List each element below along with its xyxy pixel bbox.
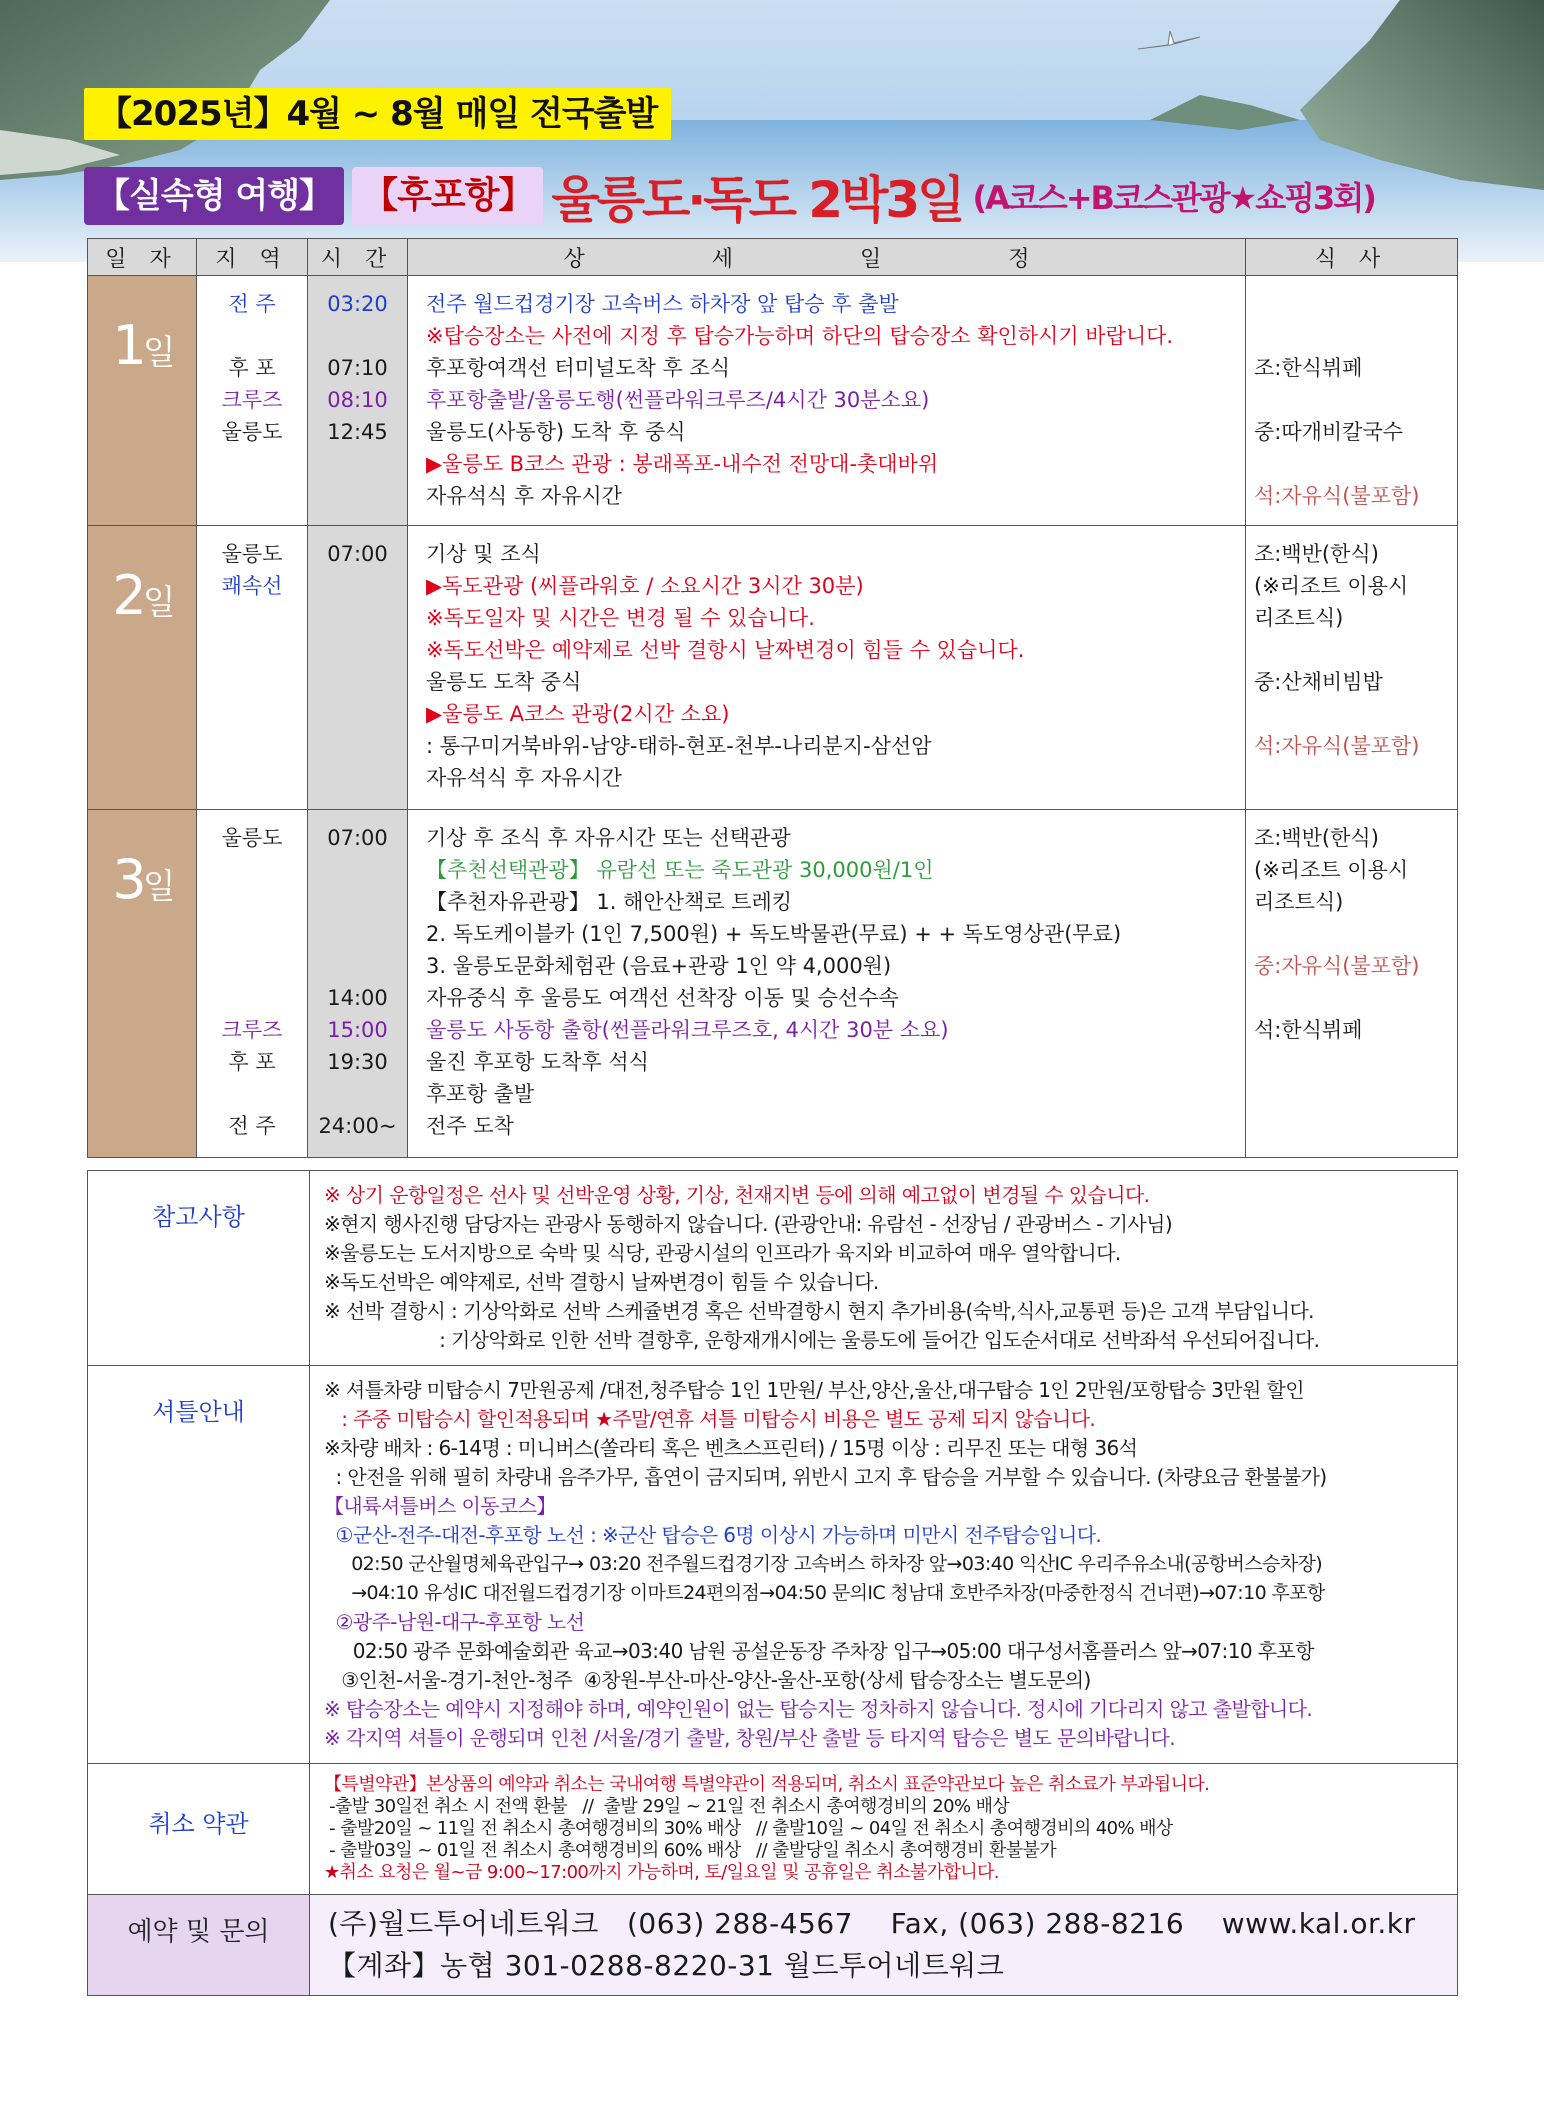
time-cell	[308, 810, 408, 1158]
meal-line: 중:자유식(불포함)	[1254, 954, 1420, 978]
meal-line: (※리조트 이용시	[1254, 858, 1409, 882]
meal-line: 중:따개비칼국수	[1254, 420, 1404, 444]
col-header-meal: 식 사	[1246, 239, 1458, 276]
detail-line: 울릉도(사동항) 도착 후 중식	[426, 420, 686, 444]
shuttle-line: ※ 탑승장소는 예약시 지정해야 하며, 예약인원이 없는 탑승지는 정차하지 않습니다. 정시에 기다리지 않고 출발합니다.	[324, 1697, 1313, 1721]
detail-line: 전주 도착	[426, 1114, 514, 1138]
itinerary-header-row	[88, 239, 1458, 276]
day-number: 2일	[112, 564, 172, 627]
col-header-day: 일 자	[88, 239, 197, 276]
detail-line: 자유석식 후 자유시간	[426, 484, 622, 508]
header-banner	[0, 0, 1544, 262]
time-line: 08:10	[327, 388, 388, 412]
reference-line: : 기상악화로 인한 선박 결항후, 운항재개시에는 울릉도에 들어간 입도순서대로 선박좌석 우선되어집니다.	[324, 1328, 1320, 1352]
meal-line	[1254, 320, 1457, 352]
meal-line: 석:자유식(불포함)	[1254, 484, 1420, 508]
detail-line: 자유석식 후 자유시간	[426, 766, 622, 790]
shuttle-line: →04:10 유성IC 대전월드컵경기장 이마트24편의점→04:50 문의IC 청남대 호반주차장(마중한정식 건너편)→07:10 후포항	[324, 1582, 1325, 1604]
meal-line: 조:한식뷔페	[1254, 356, 1363, 380]
itinerary-day-3	[88, 810, 1458, 1158]
meal-cell	[1246, 276, 1458, 526]
region-line	[197, 886, 307, 918]
detail-line: 【추천선택관광】 유람선 또는 죽도관광 30,000원/1인	[426, 858, 934, 882]
meal-line: 조:백반(한식)	[1254, 542, 1379, 566]
meal-line: 석:자유식(불포함)	[1254, 734, 1420, 758]
region-line	[197, 854, 307, 886]
time-line: 19:30	[327, 1050, 388, 1074]
region-cell	[197, 526, 308, 810]
reference-line: ※울릉도는 도서지방으로 숙박 및 식당, 관광시설의 인프라가 육지와 비교하여 매우 열악합니다.	[324, 1241, 1121, 1265]
detail-line: ※탑승장소는 사전에 지정 후 탑승가능하며 하단의 탑승장소 확인하시기 바랍니다.	[426, 324, 1174, 348]
detail-line: 울릉도 도착 중식	[426, 670, 582, 694]
meal-line: 조:백반(한식)	[1254, 826, 1379, 850]
time-line: 14:00	[327, 986, 388, 1010]
detail-line: 기상 후 조식 후 자유시간 또는 선택관광	[426, 826, 791, 850]
meal-line	[1254, 698, 1457, 730]
time-line	[308, 854, 407, 886]
time-line	[308, 918, 407, 950]
col-header-detail: 상 세 일 정	[408, 239, 1246, 276]
tour-subtitle: (A코스+B코스관광★쇼핑3회)	[972, 179, 1375, 217]
region-line: 울릉도	[221, 542, 283, 566]
shuttle-line: 【내륙셔틀버스 이동코스】	[324, 1494, 556, 1518]
shuttle-line: ※ 셔틀차량 미탑승시 7만원공제 /대전,청주탑승 1인 1만원/ 부산,양산,울산,대구탑승 1인 2만원/포항탑승 3만원 할인	[324, 1378, 1304, 1402]
meal-cell	[1246, 810, 1458, 1158]
detail-line: 2. 독도케이블카 (1인 7,500원) + 독도박물관(무료) + + 독도영상관(무료)	[426, 922, 1122, 946]
departure-port-tag: 【후포항】	[352, 167, 543, 225]
meal-line: 리조트식)	[1254, 606, 1344, 630]
time-line	[308, 886, 407, 918]
time-line: 07:00	[327, 826, 388, 850]
tour-type-tag: 【실속형 여행】	[84, 167, 344, 225]
shuttle-line: : 주중 미탑승시 할인적용되며 ★주말/연휴 셔틀 미탑승시 비용은 별도 공제 되지 않습니다.	[324, 1407, 1096, 1431]
tour-title-row	[84, 160, 1375, 229]
shuttle-line: 02:50 군산월명체육관입구→ 03:20 전주월드컵경기장 고속버스 하차장 앞→03:40 익산IC 우리주유소내(공항버스승차장)	[324, 1553, 1323, 1575]
meal-line	[1254, 288, 1457, 320]
time-line	[308, 1078, 407, 1110]
region-line	[197, 950, 307, 982]
time-line	[308, 950, 407, 982]
contact-phone-line: (주)월드투어네트워크 (063) 288-4567 Fax, (063) 288-8216 www.kal.or.kr	[328, 1907, 1416, 1940]
region-line: 후 포	[228, 1050, 276, 1074]
reference-label: 참고사항	[88, 1171, 310, 1366]
detail-cell	[408, 526, 1246, 810]
region-line	[197, 1078, 307, 1110]
detail-line: 전주 월드컵경기장 고속버스 하차장 앞 탑승 후 출발	[426, 292, 899, 316]
detail-line: : 통구미거북바위-남양-태하-현포-천부-나리분지-삼선암	[426, 734, 932, 758]
itinerary-table	[87, 238, 1458, 1158]
meal-line	[1254, 634, 1457, 666]
detail-line: 울릉도 사동항 출항(썬플라워크루즈호, 4시간 30분 소요)	[426, 1018, 949, 1042]
cancel-line: - 출발03일 ~ 01일 전 취소시 총여행경비의 60% 배상 // 출발당일 취소시 총여행경비 환불불가	[324, 1840, 1057, 1861]
contact-body	[310, 1895, 1458, 1996]
meal-line	[1254, 918, 1457, 950]
meal-line: (※리조트 이용시	[1254, 574, 1409, 598]
reference-body	[310, 1171, 1458, 1366]
detail-line: ※독도선박은 예약제로 선박 결항시 날짜변경이 힘들 수 있습니다.	[426, 638, 1025, 662]
time-line: 07:10	[327, 356, 388, 380]
region-line: 크루즈	[221, 1018, 283, 1042]
region-line: 울릉도	[221, 420, 283, 444]
departure-period-tag: 【2025년】4월 ~ 8월 매일 전국출발	[84, 88, 671, 140]
shuttle-body	[310, 1366, 1458, 1764]
shuttle-label: 셔틀안내	[88, 1366, 310, 1764]
region-line: 전 주	[228, 1114, 276, 1138]
detail-line: 후포항출발/울릉도행(썬플라워크루즈/4시간 30분소요)	[426, 388, 930, 412]
detail-line: ▶울릉도 B코스 관광 : 봉래폭포-내수전 전망대-촛대바위	[426, 452, 939, 476]
detail-line: 자유중식 후 울릉도 여객선 선착장 이동 및 승선수속	[426, 986, 899, 1010]
reference-line: ※현지 행사진행 담당자는 관광사 동행하지 않습니다. (관광안내: 유람선 - 선장님 / 관광버스 - 기사님)	[324, 1212, 1173, 1236]
reference-line: ※ 선박 결항시 : 기상악화로 선박 스케쥴변경 혹은 선박결항시 현지 추가비용(숙박,식사,교통편 등)은 고객 부담입니다.	[324, 1299, 1314, 1323]
time-cell	[308, 276, 408, 526]
time-line: 03:20	[327, 292, 388, 316]
day-label-cell	[88, 810, 197, 1158]
cancel-line: ★취소 요청은 월~금 9:00~17:00까지 가능하며, 토/일요일 및 공휴일은 취소불가합니다.	[324, 1862, 999, 1883]
detail-cell	[408, 810, 1246, 1158]
day-number: 3일	[112, 848, 172, 911]
detail-line: 3. 울릉도문화체험관 (음료+관광 1인 약 4,000원)	[426, 954, 892, 978]
detail-line: ※독도일자 및 시간은 변경 될 수 있습니다.	[426, 606, 815, 630]
cancel-line: - 출발20일 ~ 11일 전 취소시 총여행경비의 30% 배상 // 출발10일 ~ 04일 전 취소시 총여행경비의 40% 배상	[324, 1818, 1173, 1839]
cancel-line: 【특별약관】본상품의 예약과 취소는 국내여행 특별약관이 적용되며, 취소시 표준약관보다 높은 취소료가 부과됩니다.	[324, 1774, 1210, 1795]
notes-table	[87, 1170, 1458, 1996]
time-line: 24:00~	[318, 1114, 397, 1138]
shuttle-line: ③인천-서울-경기-천안-청주 ④창원-부산-마산-양산-울산-포항(상세 탑승장소는 별도문의)	[324, 1668, 1091, 1692]
day-label-cell	[88, 276, 197, 526]
shuttle-line: : 안전을 위해 필히 차량내 음주가무, 흡연이 금지되며, 위반시 고지 후 탑승을 거부할 수 있습니다. (차량요금 환불불가)	[324, 1465, 1327, 1489]
region-line	[197, 918, 307, 950]
notes-cancel-row	[88, 1764, 1458, 1895]
region-line: 후 포	[228, 356, 276, 380]
detail-cell	[408, 276, 1246, 526]
detail-line: 기상 및 조식	[426, 542, 541, 566]
shuttle-line: ②광주-남원-대구-후포항 노선	[324, 1610, 585, 1634]
region-line	[197, 320, 307, 352]
detail-line: 울진 후포항 도착후 석식	[426, 1050, 649, 1074]
meal-line	[1254, 448, 1457, 480]
contact-account-line: 【계좌】농협 301-0288-8220-31 월드투어네트워크	[328, 1949, 1005, 1982]
region-line: 크루즈	[221, 388, 283, 412]
reference-line: ※독도선박은 예약제로, 선박 결항시 날짜변경이 힘들 수 있습니다.	[324, 1270, 879, 1294]
shuttle-line: 02:50 광주 문화예술회관 육교→03:40 남원 공설운동장 주차장 입구→05:00 대구성서홈플러스 앞→07:10 후포항	[324, 1639, 1314, 1663]
meal-line	[1254, 384, 1457, 416]
region-line: 울릉도	[221, 826, 283, 850]
detail-line: 후포항여객선 터미널도착 후 조식	[426, 356, 731, 380]
col-header-region: 지 역	[197, 239, 308, 276]
detail-line: 【추천자유관광】 1. 해안산책로 트레킹	[426, 890, 793, 914]
meal-line: 리조트식)	[1254, 890, 1344, 914]
region-line	[197, 982, 307, 1014]
detail-line: 후포항 출발	[426, 1082, 535, 1106]
shuttle-line: ※ 각지역 셔틀이 운행되며 인천 /서울/경기 출발, 창원/부산 출발 등 타지역 탑승은 별도 문의바랍니다.	[324, 1726, 1176, 1750]
time-line: 07:00	[327, 542, 388, 566]
meal-line	[1254, 982, 1457, 1014]
cancel-label: 취소 약관	[88, 1764, 310, 1895]
detail-line: ▶울릉도 A코스 관광(2시간 소요)	[426, 702, 730, 726]
col-header-time: 시 간	[308, 239, 408, 276]
shuttle-line: ※차량 배차 : 6-14명 : 미니버스(쏠라티 혹은 벤츠스프린터) / 15명 이상 : 리무진 또는 대형 36석	[324, 1436, 1138, 1460]
tour-title: 울릉도·독도 2박3일	[551, 171, 963, 229]
reference-line: ※ 상기 운항일정은 선사 및 선박운영 상황, 기상, 천재지변 등에 의해 예고없이 변경될 수 있습니다.	[324, 1183, 1150, 1207]
time-line: 12:45	[327, 420, 388, 444]
time-line: 15:00	[327, 1018, 388, 1042]
day-label-cell	[88, 526, 197, 810]
region-line: 전 주	[228, 292, 276, 316]
notes-shuttle-row	[88, 1366, 1458, 1764]
meal-cell	[1246, 526, 1458, 810]
itinerary-day-2	[88, 526, 1458, 810]
day-number: 1일	[112, 314, 172, 377]
detail-line: ▶독도관광 (씨플라워호 / 소요시간 3시간 30분)	[426, 574, 864, 598]
region-line: 쾌속선	[221, 574, 283, 598]
meal-line: 석:한식뷔페	[1254, 1018, 1363, 1042]
region-cell	[197, 810, 308, 1158]
notes-reference-row	[88, 1171, 1458, 1366]
time-cell	[308, 526, 408, 810]
cancel-line: -출발 30일전 취소 시 전액 환불 // 출발 29일 ~ 21일 전 취소시 총여행경비의 20% 배상	[324, 1796, 1010, 1817]
time-line	[308, 320, 407, 352]
region-cell	[197, 276, 308, 526]
cancel-body	[310, 1764, 1458, 1895]
notes-contact-row	[88, 1895, 1458, 1996]
itinerary-day-1	[88, 276, 1458, 526]
contact-label: 예약 및 문의	[88, 1895, 310, 1996]
shuttle-line: ①군산-전주-대전-후포항 노선 : ※군산 탑승은 6명 이상시 가능하며 미만시 전주탑승입니다.	[324, 1523, 1102, 1547]
meal-line: 중:산채비빔밥	[1254, 670, 1383, 694]
